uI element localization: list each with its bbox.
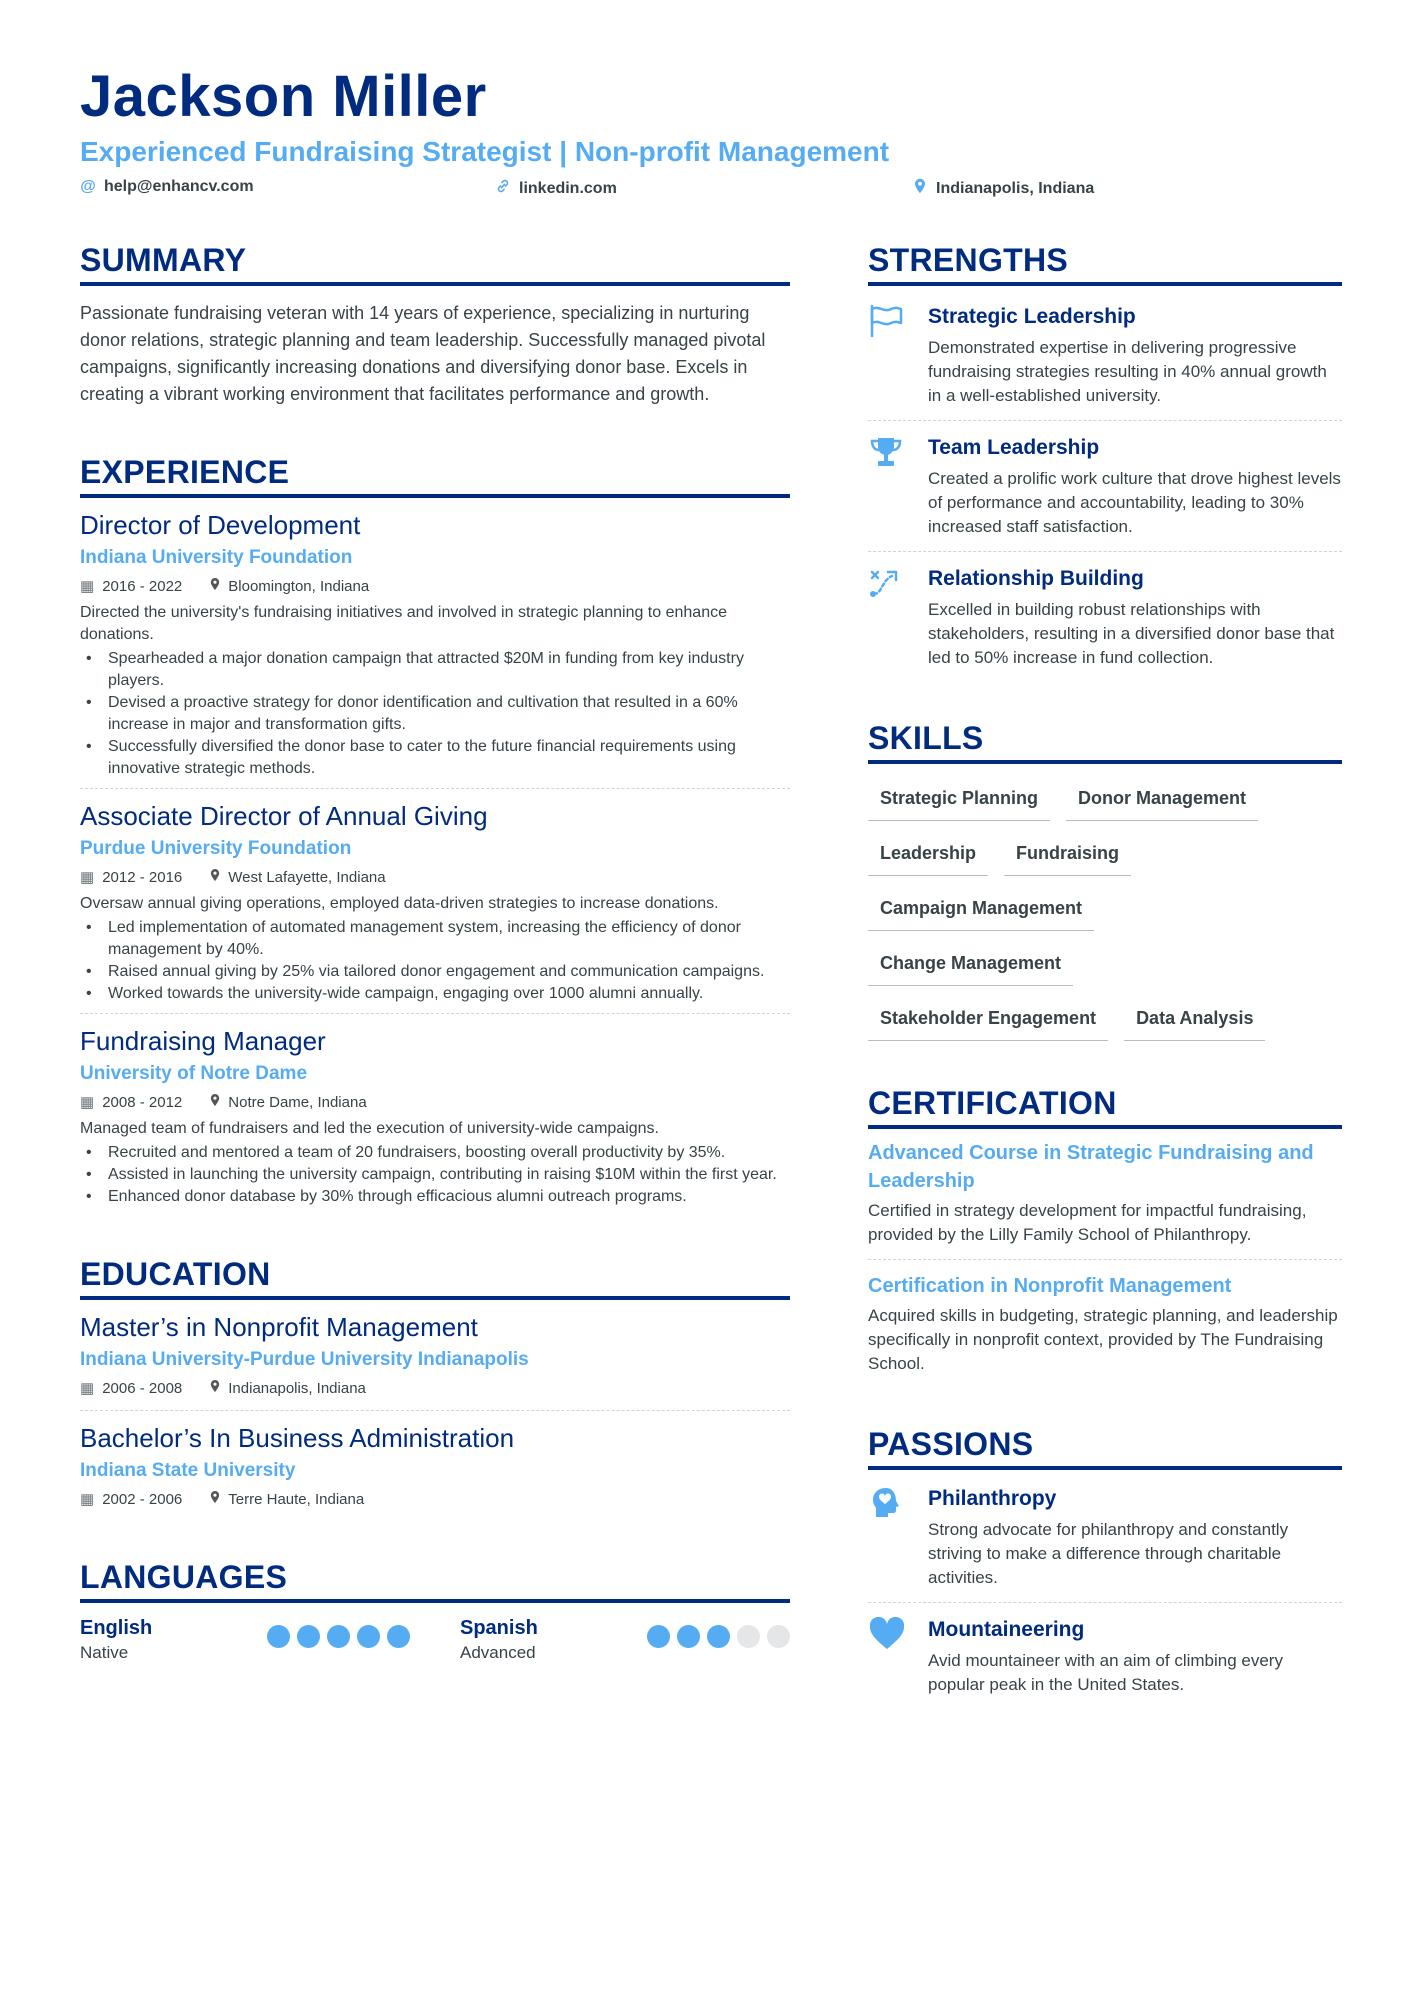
calendar-icon: ▦: [80, 1380, 95, 1397]
language-rating: [267, 1625, 410, 1648]
job-dates: 2012 - 2016: [102, 869, 183, 886]
skills-list: [868, 776, 1342, 1041]
job-bullet: • Worked towards the university-wide campaign, engaging over 1000 alumni annually.: [80, 983, 790, 1005]
skill-tag: Leadership: [868, 831, 988, 876]
job-meta: [80, 1092, 790, 1114]
degree-title: Master’s in Nonprofit Management: [80, 1312, 478, 1342]
trophy-icon: [868, 433, 906, 539]
calendar-icon: ▦: [80, 869, 95, 886]
job-bullet: • Enhanced donor database by 30% through efficacious alumni outreach programs.: [80, 1186, 790, 1208]
rating-dot: [327, 1625, 350, 1648]
location-text: Indianapolis, Indiana: [936, 179, 1095, 197]
passion-title: Philanthropy: [928, 1487, 1057, 1510]
education-item: [80, 1310, 790, 1411]
candidate-headline: Experienced Fundraising Strategist | Non-profit Management: [80, 136, 890, 167]
strength-description: Demonstrated expertise in delivering progressive fundraising strategies resulting in 40% annual growth in a well-established university.: [928, 338, 1327, 405]
rating-dot: [737, 1625, 760, 1648]
location-pin-icon: [210, 867, 220, 889]
education-section: [80, 1254, 790, 1521]
job-location: Notre Dame, Indiana: [228, 1094, 367, 1111]
contact-linkedin[interactable]: [495, 178, 617, 199]
location-pin-icon: [210, 1092, 220, 1114]
strength-title: Relationship Building: [928, 567, 1144, 590]
job-description: Directed the university's fundraising initiatives and involved in strategic planning to enhance donations.: [80, 604, 727, 643]
contact-row: [80, 178, 1340, 206]
education-heading: EDUCATION: [80, 1254, 790, 1300]
skills-section: [868, 718, 1342, 1041]
school-name: Indiana State University: [80, 1460, 296, 1481]
email-text: help@enhancv.com: [104, 178, 254, 195]
contact-email[interactable]: [80, 178, 254, 196]
language-item: [460, 1615, 790, 1665]
language-level: Advanced: [460, 1643, 536, 1662]
contact-location: [912, 178, 1094, 199]
job-location: West Lafayette, Indiana: [228, 869, 386, 886]
language-rating: [647, 1625, 790, 1648]
strengths-section: [868, 240, 1342, 682]
job-description: Managed team of fundraisers and led the execution of university-wide campaigns.: [80, 1120, 659, 1137]
experience-item: [80, 799, 790, 1014]
job-title: Director of Development: [80, 510, 361, 540]
skill-tag: Fundraising: [1004, 831, 1131, 876]
job-bullets: [80, 917, 790, 1005]
rating-dot: [387, 1625, 410, 1648]
rating-dot: [767, 1625, 790, 1648]
calendar-icon: ▦: [80, 1491, 95, 1508]
strengths-heading: STRENGTHS: [868, 240, 1342, 286]
right-column: [868, 240, 1342, 1721]
skill-tag: Change Management: [868, 941, 1073, 986]
skill-tag: Campaign Management: [868, 886, 1094, 931]
rating-dot: [267, 1625, 290, 1648]
job-bullet: • Assisted in launching the university campaign, contributing in raising $10M within the first year.: [80, 1164, 790, 1186]
skills-heading: SKILLS: [868, 718, 1342, 764]
degree-title: Bachelor’s In Business Administration: [80, 1423, 515, 1453]
strength-item: [868, 433, 1342, 552]
language-level: Native: [80, 1643, 129, 1662]
at-sign-icon: @: [80, 178, 96, 195]
location-pin-icon: [210, 576, 220, 598]
passion-item: [868, 1484, 1342, 1603]
job-bullets: [80, 1142, 790, 1208]
calendar-icon: ▦: [80, 578, 95, 595]
rating-dot: [357, 1625, 380, 1648]
skill-tag: Donor Management: [1066, 776, 1258, 821]
flag-icon: [868, 302, 906, 408]
languages-list: [80, 1615, 790, 1665]
passions-heading: PASSIONS: [868, 1424, 1342, 1470]
passion-item: [868, 1615, 1342, 1709]
language-name: Spanish: [460, 1617, 538, 1639]
certification-title: Advanced Course in Strategic Fundraising and Leadership: [868, 1142, 1314, 1192]
job-location: Bloomington, Indiana: [228, 578, 370, 595]
job-bullet: • Led implementation of automated management system, increasing the efficiency of donor management by 40%.: [80, 917, 790, 961]
certification-section: [868, 1083, 1342, 1388]
job-dates: 2016 - 2022: [102, 578, 183, 595]
head-heart-icon: [868, 1484, 906, 1590]
resume-header: [80, 62, 1340, 206]
certification-description: Certified in strategy development for impactful fundraising, provided by the Lilly Family School of Philanthropy.: [868, 1201, 1307, 1244]
strength-title: Team Leadership: [928, 436, 1100, 459]
passions-section: [868, 1424, 1342, 1709]
experience-item: [80, 1024, 790, 1216]
skill-tag: Stakeholder Engagement: [868, 996, 1108, 1041]
education-location: Terre Haute, Indiana: [228, 1491, 365, 1508]
job-title: Fundraising Manager: [80, 1026, 326, 1056]
link-icon: [495, 178, 511, 199]
certification-item: [868, 1272, 1342, 1388]
job-bullet: • Recruited and mentored a team of 20 fundraisers, boosting overall productivity by 35%.: [80, 1142, 790, 1164]
language-item: [80, 1615, 410, 1665]
summary-section: [80, 240, 790, 408]
education-dates: 2006 - 2008: [102, 1380, 183, 1397]
calendar-icon: ▦: [80, 1094, 95, 1111]
languages-heading: LANGUAGES: [80, 1557, 790, 1603]
job-bullet: • Successfully diversified the donor base to cater to the future financial requirements using innovative strategic methods.: [80, 736, 790, 780]
job-bullets: [80, 648, 790, 780]
job-company: University of Notre Dame: [80, 1063, 308, 1084]
candidate-name: Jackson Miller: [80, 64, 487, 129]
job-dates: 2008 - 2012: [102, 1094, 183, 1111]
strength-title: Strategic Leadership: [928, 305, 1136, 328]
strategy-icon: [868, 564, 906, 670]
job-bullet: • Raised annual giving by 25% via tailored donor engagement and communication campaigns.: [80, 961, 790, 983]
certification-heading: CERTIFICATION: [868, 1083, 1342, 1129]
language-name: English: [80, 1617, 153, 1639]
strength-description: Created a prolific work culture that drove highest levels of performance and accountability, leading to 30% increased staff satisfaction.: [928, 469, 1341, 536]
certification-description: Acquired skills in budgeting, strategic planning, and leadership specifically in nonprofit context, provided by The Fundraising School.: [868, 1306, 1338, 1373]
summary-heading: SUMMARY: [80, 240, 790, 286]
job-description: Oversaw annual giving operations, employed data-driven strategies to increase donations.: [80, 895, 719, 912]
experience-item: [80, 508, 790, 789]
job-meta: [80, 576, 790, 598]
rating-dot: [647, 1625, 670, 1648]
rating-dot: [677, 1625, 700, 1648]
linkedin-text: linkedin.com: [519, 179, 617, 197]
strength-item: [868, 564, 1342, 682]
experience-section: [80, 452, 790, 1216]
summary-text: Passionate fundraising veteran with 14 years of experience, specializing in nurturing donor relations, strategic planning and team leadership. Successfully managed pivotal campaigns, significantly increasing donations and diversifying donor base. Excels in creating a vibrant working environment that facilitates performance and growth.: [80, 303, 766, 404]
education-meta: [80, 1378, 790, 1400]
school-name: Indiana University-Purdue University Indianapolis: [80, 1349, 529, 1370]
heart-icon: [868, 1615, 906, 1697]
skill-tag: Strategic Planning: [868, 776, 1050, 821]
passion-description: Avid mountaineer with an aim of climbing every popular peak in the United States.: [928, 1651, 1283, 1694]
languages-section: [80, 1557, 790, 1665]
location-pin-icon: [210, 1489, 220, 1511]
education-location: Indianapolis, Indiana: [228, 1380, 366, 1397]
location-pin-icon: [912, 178, 928, 199]
certification-item: [868, 1139, 1342, 1260]
skill-tag: Data Analysis: [1124, 996, 1265, 1041]
passion-description: Strong advocate for philanthropy and constantly striving to make a difference through charitable activities.: [928, 1520, 1289, 1587]
education-item: [80, 1421, 790, 1521]
job-company: Purdue University Foundation: [80, 838, 352, 859]
job-company: Indiana University Foundation: [80, 547, 353, 568]
strength-item: [868, 302, 1342, 421]
location-pin-icon: [210, 1378, 220, 1400]
job-meta: [80, 867, 790, 889]
left-column: [80, 240, 790, 1665]
rating-dot: [707, 1625, 730, 1648]
education-dates: 2002 - 2006: [102, 1491, 183, 1508]
rating-dot: [297, 1625, 320, 1648]
job-bullet: • Spearheaded a major donation campaign that attracted $20M in funding from key industry players.: [80, 648, 790, 692]
experience-heading: EXPERIENCE: [80, 452, 790, 498]
education-meta: [80, 1489, 790, 1511]
job-bullet: • Devised a proactive strategy for donor identification and cultivation that resulted in a 60% increase in major and transformation gifts.: [80, 692, 790, 736]
passion-title: Mountaineering: [928, 1618, 1085, 1641]
job-title: Associate Director of Annual Giving: [80, 801, 488, 831]
strength-description: Excelled in building robust relationships with stakeholders, resulting in a diversified donor base that led to 50% increase in fund collection.: [928, 600, 1335, 667]
certification-title: Certification in Nonprofit Management: [868, 1275, 1232, 1297]
